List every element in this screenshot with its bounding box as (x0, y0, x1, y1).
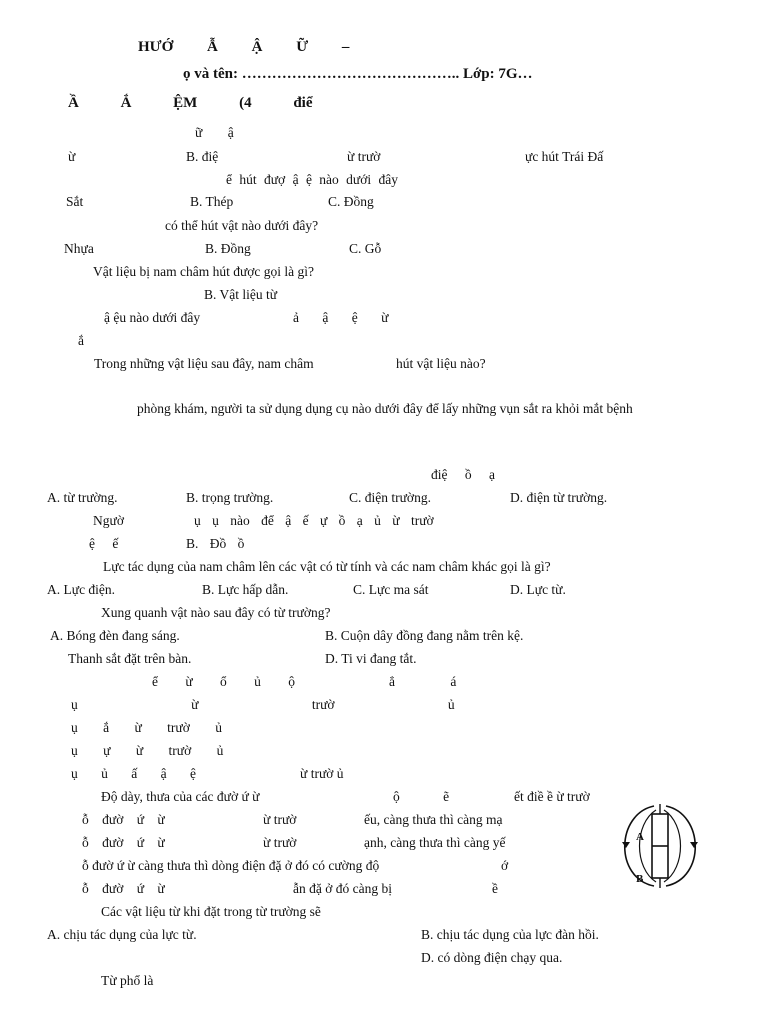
document-title: HƯỚ Ẫ Ậ Ữ – (138, 39, 350, 55)
magnet-label-b: B (636, 873, 644, 885)
option-d: ực hút Trái Đấ (525, 149, 604, 164)
question-line: điệ ồ ạ (431, 467, 495, 482)
option-d: D. Lực từ. (510, 582, 566, 597)
option-b: B. Đồ ồ (186, 536, 245, 551)
option-a: Nhựa (64, 241, 94, 256)
arrow-icon (622, 842, 630, 848)
option-b: ụ ắ ừ trườ ủ (71, 720, 223, 735)
question-line: ụ ụ nào để ậ ế ự ồ ạ ủ ừ trườ (194, 513, 434, 528)
option-b: B. chịu tác dụng của lực đàn hồi. (421, 927, 599, 942)
option-b: B. Vật liệu từ (204, 287, 278, 302)
option-d: ừ trườ ủ (300, 766, 344, 781)
option-d: ề (492, 881, 498, 896)
option-b: B. điệ (186, 149, 219, 164)
option-c: ừ trườ (347, 149, 381, 164)
question-line: Ngườ (93, 513, 124, 528)
question-line: Các vật liệu từ khi đặt trong từ trường sẽ (101, 904, 321, 919)
option-b: B. Cuộn dây đồng đang nằm trên kệ. (325, 628, 524, 643)
option-a: ếu, càng thưa thì càng mạ (364, 812, 503, 827)
question-line: ể ừ ổ ủ ộ (152, 674, 296, 689)
option-b: B. Thép (190, 194, 234, 209)
option-d: D. có dòng điện chạy qua. (421, 950, 563, 965)
option-fragment: ắ (78, 333, 84, 348)
option-c: Thanh sắt đặt trên bàn. (68, 651, 192, 666)
option-a: ệ ế (89, 536, 119, 551)
option-a: ừ (68, 149, 76, 164)
option-c: C. Đồng (328, 194, 374, 209)
option-b: ỗ đườ ứ ừ (82, 835, 165, 850)
question-line: ả ậ ệ ừ (293, 310, 389, 325)
option-b: B. Đồng (205, 241, 251, 256)
option-b: ạnh, càng thưa thì càng yế (364, 835, 506, 850)
question-line: ể hút đượ ậ ệ nào dưới đây (226, 172, 398, 187)
section-heading: Ầ Ắ ỆM (4 điể (68, 95, 313, 111)
option-a: ụ ừ trườ ủ (71, 697, 455, 712)
arrow-icon (690, 842, 698, 848)
magnet-field-figure (614, 800, 706, 892)
option-c: ỗ đườ ứ ừ càng thưa thì dòng điện đặ ở đó có cường độ (82, 858, 380, 873)
option-d: ẫn đặ ở đó càng bị (293, 881, 392, 896)
question-line: có thể hút vật nào dưới đây? (165, 218, 319, 233)
option-b: ừ trườ (263, 835, 297, 850)
option-a: ỗ đườ ứ ừ (82, 812, 165, 827)
question-line: hút vật liệu nào? (396, 356, 486, 371)
option-b: B. trọng trường. (186, 490, 274, 505)
option-a: ừ trườ (263, 812, 297, 827)
option-a: A. Bóng đèn đang sáng. (50, 628, 180, 643)
question-line: Vật liệu bị nam châm hút được gọi là gì? (93, 264, 315, 279)
question-line: ữ ậ (195, 125, 234, 140)
magnet-label-a: A (636, 831, 644, 843)
question-line: Lực tác dụng của nam châm lên các vật có từ tính và các nam châm khác gọi là gì? (103, 559, 551, 574)
option-d: D. điện từ trường. (510, 490, 608, 505)
option-a: A. chịu tác dụng của lực từ. (47, 927, 197, 942)
option-d: ỗ đườ ứ ừ (82, 881, 165, 896)
option-c: ớ (501, 858, 509, 873)
option-c: C. Lực ma sát (353, 582, 429, 597)
question-line: Độ dày, thưa của các đườ ứ ừ (101, 789, 260, 804)
option-b: B. Lực hấp dẫn. (202, 582, 289, 597)
option-a: A. Lực điện. (47, 582, 116, 597)
option-c: ụ ự ừ trườ ủ (71, 743, 224, 758)
option-c: C. điện trường. (349, 490, 431, 505)
question-line: Từ phổ là (101, 973, 154, 988)
question-line: ẳ á (389, 674, 457, 689)
question-line: ết điề ề ừ trườ (514, 789, 590, 804)
question-line: Xung quanh vật nào sau đây có từ trường? (101, 605, 331, 620)
option-c: C. Gỗ (349, 241, 382, 256)
option-a: Sắt (66, 194, 84, 209)
option-d: ụ ủ ấ ậ ệ (71, 766, 196, 781)
question-line: phòng khám, người ta sử dụng dụng cụ nào dưới đây để lấy những vụn sắt ra khỏi mắt bệnh (137, 401, 633, 416)
question-line: Trong những vật liệu sau đây, nam châm (94, 356, 314, 371)
question-line: ộ ẽ (393, 789, 450, 804)
option-d: D. Ti vi đang tắt. (325, 651, 417, 666)
question-line: ậ ệu nào dưới đây (104, 310, 201, 325)
name-class-line: ọ và tên: …………………………………….. Lớp: 7G… (183, 66, 533, 82)
option-a: A. từ trường. (47, 490, 118, 505)
